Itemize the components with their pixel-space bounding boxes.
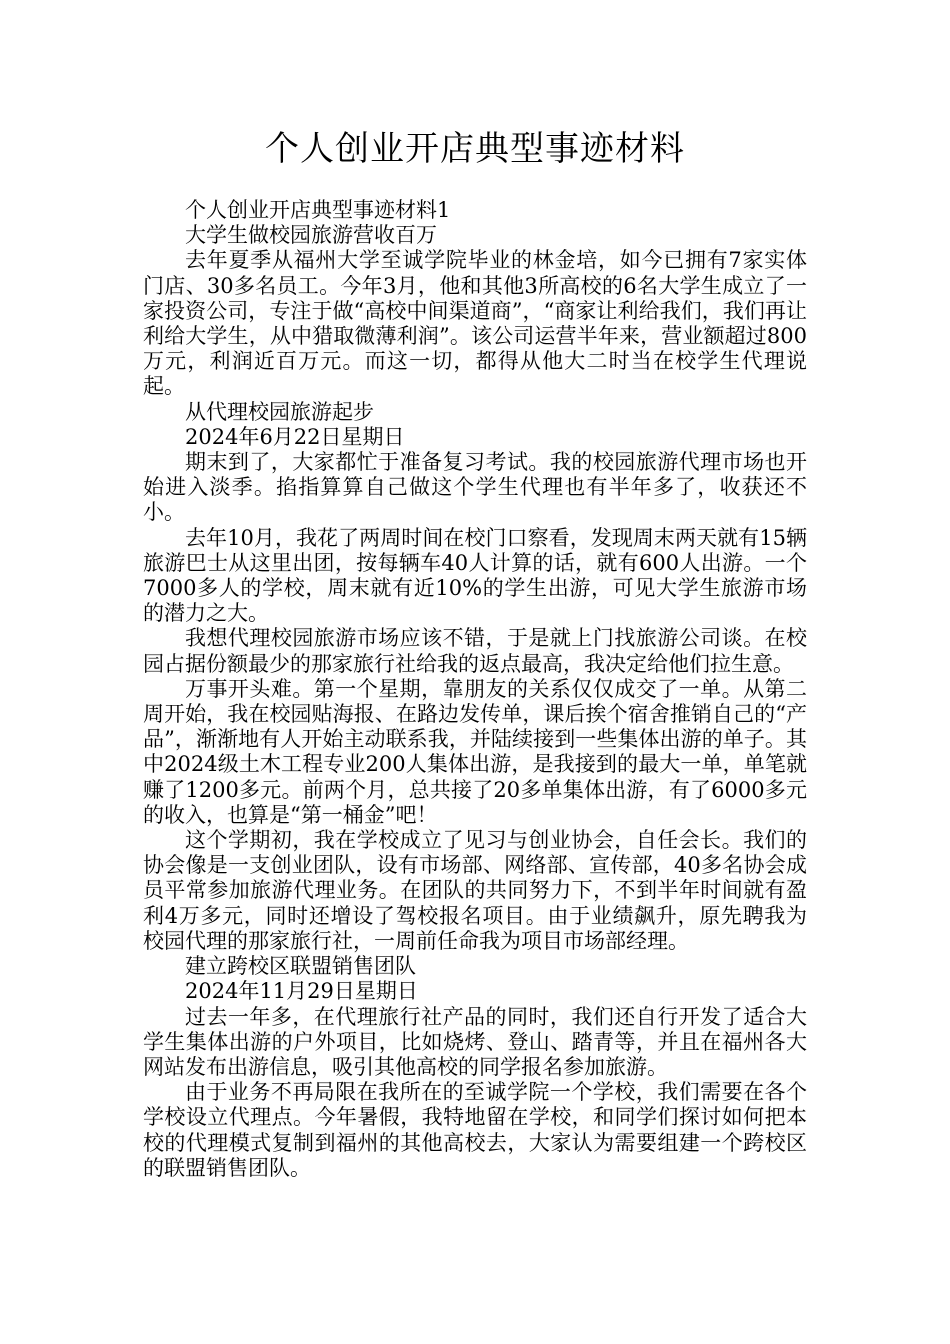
subtitle-material-number: 个人创业开店典型事迹材料1 (185, 198, 451, 222)
headline: 大学生做校园旅游营收百万 (185, 223, 437, 248)
body-paragraph: 这个学期初，我在学校成立了见习与创业协会，自任会长。我们的协会像是一支创业团队，设有市场部、网络部、宣传部，40多名协会成员平常参加旅游代理业务。在团队的共同努力下，不到半年时间就有盈利4万多元，同时还增设了驾校报名项目。由于业绩飙升，原先聘我为校园代理的那家旅行社，一周前任命我为项目市场部经理。 (143, 828, 807, 953)
body-paragraph: 期末到了，大家都忙于准备复习考试。我的校园旅游代理市场也开始进入淡季。掐指算算自己做这个学生代理也有半年多了，收获还不小。 (143, 450, 807, 525)
body-paragraph: 过去一年多，在代理旅行社产品的同时，我们还自行开发了适合大学生集体出游的户外项目，比如烧烤、登山、踏青等，并且在福州各大网站发布出游信息，吸引其他高校的同学报名参加旅游。 (143, 1004, 807, 1079)
body-paragraph: 我想代理校园旅游市场应该不错，于是就上门找旅游公司谈。在校园占据份额最少的那家旅行社给我的返点最高，我决定给他们拉生意。 (143, 626, 807, 676)
diary-date: 2024年6月22日星期日 (185, 424, 405, 449)
body-paragraph: 万事开头难。第一个星期，靠朋友的关系仅仅成交了一单。从第二周开始，我在校园贴海报、在路边发传单，课后挨个宿舍推销自己的“产品”，渐渐地有人开始主动联系我，并陆续接到一些集体出游的单子。其中2024级土木工程专业200人集体出游，是我接到的最大一单，单笔就赚了1200多元。前两个月，总共接了20多单集体出游，有了6000多元的收入，也算是“第一桶金”吧！ (143, 676, 807, 827)
body-paragraph: 去年10月，我花了两周时间在校门口察看，发现周末两天就有15辆旅游巴士从这里出团，按每辆车40人计算的话，就有600人出游。一个7000多人的学校，周末就有近10%的学生出游，可见大学生旅游市场的潜力之大。 (143, 525, 807, 626)
section-heading: 从代理校园旅游起步 (185, 399, 374, 424)
document-title: 个人创业开店典型事迹材料 (265, 129, 685, 169)
intro-paragraph: 去年夏季从福州大学至诚学院毕业的林金培，如今已拥有7家实体门店、30多名员工。今年3月，他和其他3所高校的6名大学生成立了一家投资公司，专注于做“高校中间渠道商”，“商家让利给我们，我们再让利给大学生，从中猎取微薄利润”。该公司运营半年来，营业额超过800万元，利润近百万元。而这一切，都得从他大二时当在校学生代理说起。 (143, 248, 807, 399)
body-paragraph: 由于业务不再局限在我所在的至诚学院一个学校，我们需要在各个学校设立代理点。今年暑假，我特地留在学校，和同学们探讨如何把本校的代理模式复制到福州的其他高校去，大家认为需要组建一个跨校区的联盟销售团队。 (143, 1080, 807, 1180)
document-body (143, 198, 807, 1181)
section-heading: 建立跨校区联盟销售团队 (185, 954, 416, 979)
diary-date: 2024年11月29日星期日 (185, 979, 418, 1004)
